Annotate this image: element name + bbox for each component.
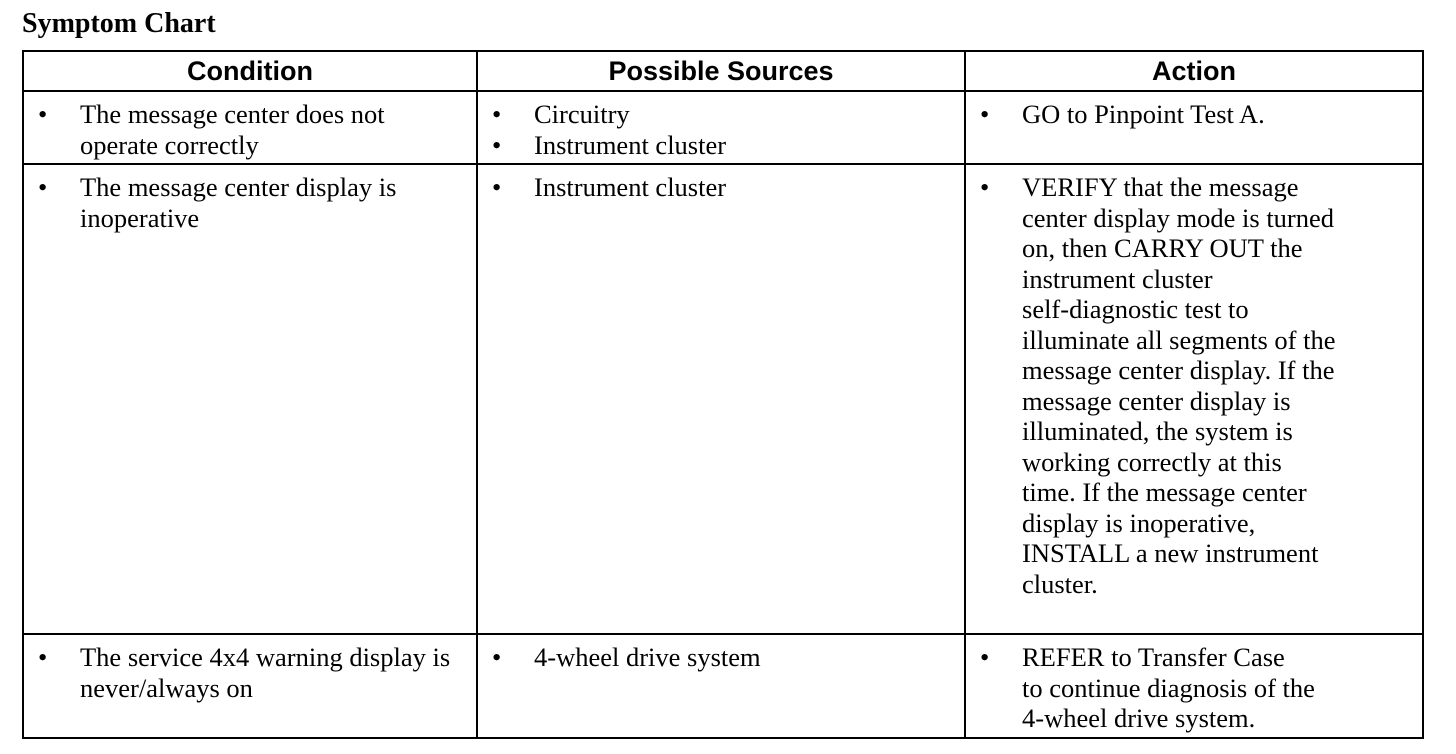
sources-cell [477,634,965,738]
condition-text: • The message center does not operate correctly [32,99,466,160]
table-row [23,164,1423,634]
condition-cell [23,164,477,634]
page-title: Symptom Chart [22,8,216,39]
action-cell [965,91,1423,164]
condition-cell [23,91,477,164]
source-item: • 4-wheel drive system [486,642,954,673]
sources-cell [477,91,965,164]
symptom-chart-table [22,50,1424,739]
table-row [23,91,1423,164]
header-row [23,51,1423,91]
action-cell [965,164,1423,634]
header-condition: Condition [23,51,477,91]
action-text: • GO to Pinpoint Test A. [974,99,1412,130]
sources-cell [477,164,965,634]
header-action: Action [965,51,1423,91]
condition-text: • The service 4x4 warning display is never/always on [32,642,466,703]
action-cell [965,634,1423,738]
condition-cell [23,634,477,738]
action-text: • REFER to Transfer Case to continue diagnosis of the 4-wheel drive system. [974,642,1412,734]
header-possible-sources: Possible Sources [477,51,965,91]
source-item: • Circuitry [486,99,954,130]
action-text: • VERIFY that the message center display mode is turned on, then CARRY OUT the instrument cluster self-diagnostic test to illuminate all segments of the message center display. If the message center display is illuminated, the system is working correctly at this time. If the message center display is inoperative, INSTALL a new instrument cluster. [974,172,1412,599]
condition-text: • The message center display is inoperative [32,172,466,233]
source-item: • Instrument cluster [486,130,954,161]
table-row [23,634,1423,738]
source-item: • Instrument cluster [486,172,954,203]
